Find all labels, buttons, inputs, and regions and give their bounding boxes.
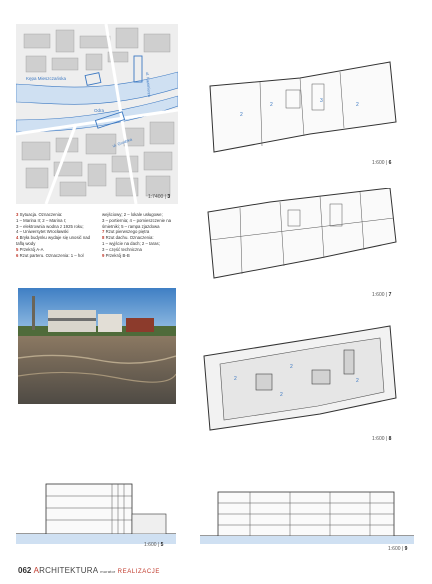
legend-column-right <box>102 212 182 258</box>
site-map <box>16 24 178 204</box>
legend-line: 4 – Uniwersytet Wrocławski <box>16 229 69 235</box>
legend-line: 7 Rzut pierwszego piętra <box>102 229 150 235</box>
legend-line: 1 – Marina II; 2 – Marina I; <box>16 217 67 223</box>
plan-drawing <box>200 56 400 156</box>
svg-text:2: 2 <box>234 376 237 382</box>
roof-plan <box>200 322 400 442</box>
section-scale: 1:600 | 9 <box>388 546 408 552</box>
photo-illustration <box>18 288 176 404</box>
site-map-drawing <box>16 24 178 204</box>
plan-drawing <box>200 188 400 288</box>
plan-scale: 1:600 | 7 <box>372 292 392 298</box>
section-drawing <box>200 478 414 548</box>
plan-scale: 1:600 | 8 <box>372 436 392 442</box>
svg-text:2: 2 <box>356 378 359 384</box>
section-scale: 1:600 | 5 <box>144 542 164 548</box>
legend-line: 3 – portiernia; 4 – pomieszczenie na śmietniki; 5 – rampa zjazdowa <box>102 217 172 229</box>
svg-text:2: 2 <box>290 364 293 370</box>
map-label-street-a: ul. Grodzka <box>111 136 133 149</box>
section-b-b <box>200 478 414 552</box>
map-label-kepa: Kępa Mieszczańska <box>26 76 67 81</box>
map-label-odra: Odra <box>94 108 105 113</box>
svg-text:3: 3 <box>320 98 323 104</box>
legend-line: wejściowy; 2 – lokale usługowe; <box>102 212 163 217</box>
map-label-street-b: ul. Kazimierza <box>144 71 153 98</box>
legend-line: 5 Przekrój A-A <box>16 246 44 252</box>
svg-text:2: 2 <box>240 112 243 118</box>
plan-scale: 1:600 | 6 <box>372 160 392 166</box>
legend-line: 4 Bryła budynku wydaje się unosić nad taflą wody <box>16 235 91 246</box>
first-floor-plan <box>200 188 400 298</box>
svg-text:2: 2 <box>270 102 273 108</box>
legend-line: 1 – wyjście na dach; 2 – taras; <box>102 240 160 246</box>
section-drawing <box>16 474 176 548</box>
legend-column-left <box>16 212 96 258</box>
legend-line: 9 Przekrój B-B <box>102 252 130 258</box>
magazine-brand: ARCHITEKTURA murator <box>33 566 116 575</box>
legend-line: 6 Rzut parteru. Oznaczenia: 1 – hol <box>16 252 84 258</box>
legend-line: 8 Rzut dachu. Oznaczenia: <box>102 235 154 241</box>
legend-line: 3 Sytuacja. Oznaczenia: <box>16 212 63 217</box>
svg-text:2: 2 <box>280 392 283 398</box>
page-footer <box>18 566 238 578</box>
svg-text:2: 2 <box>356 102 359 108</box>
plan-drawing <box>200 322 400 432</box>
map-scale: 1:7400 | 3 <box>148 194 171 200</box>
section-a-a <box>16 474 176 548</box>
section-label: REALIZACJE <box>117 569 160 575</box>
ground-floor-plan <box>200 56 400 166</box>
page-number: 062 <box>18 566 32 575</box>
legend-line: 3 – elektrownia wodna z 1925 roku; <box>16 223 84 229</box>
building-photo <box>18 288 176 404</box>
legend-line: 3 – część techniczna <box>102 246 142 252</box>
